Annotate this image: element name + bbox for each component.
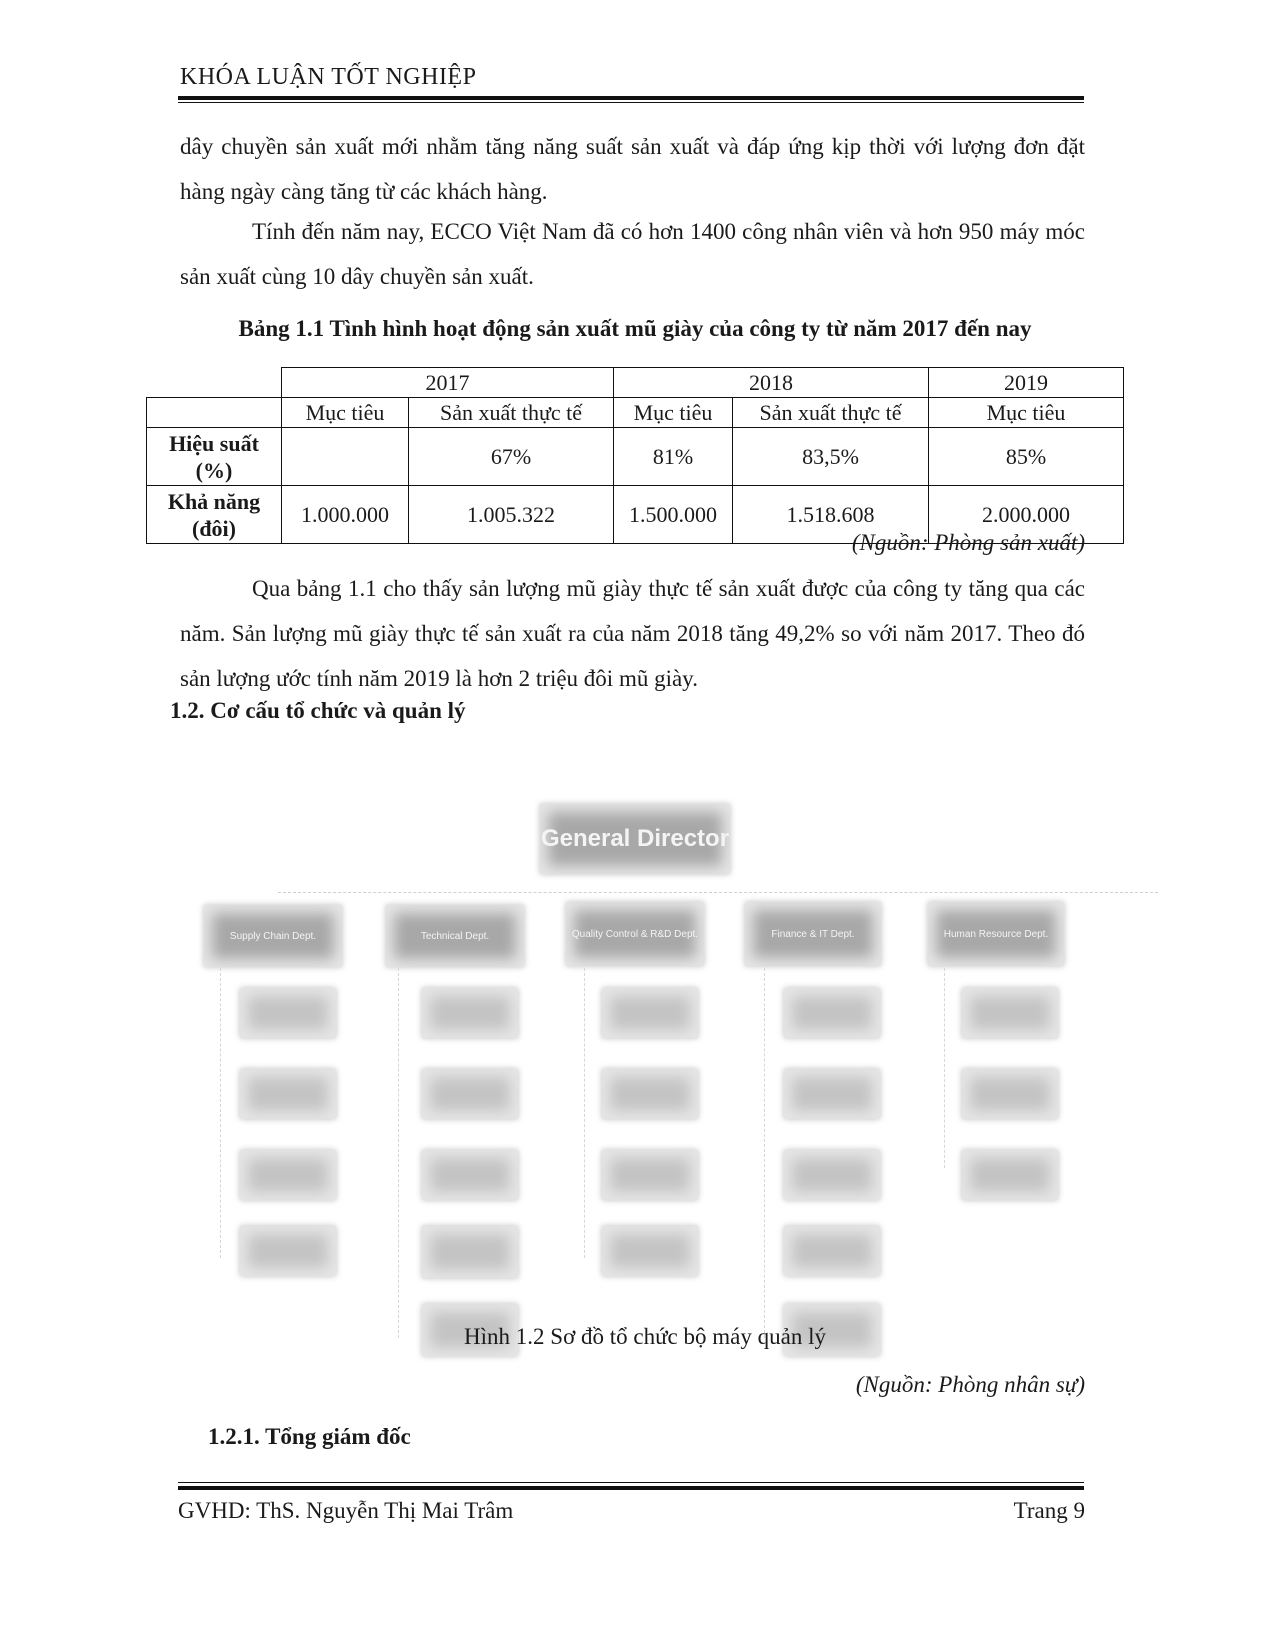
org-sub-box — [962, 1069, 1058, 1119]
year-header-2017: 2017 — [282, 368, 614, 398]
footer-rule-thick — [178, 1486, 1084, 1490]
footer-page-number: Trang 9 — [1013, 1498, 1085, 1523]
connector-line — [764, 968, 765, 1338]
subheader-blank — [147, 398, 282, 428]
org-sub-box — [962, 1150, 1058, 1200]
paragraph-2: Tính đến năm nay, ECCO Việt Nam đã có hơn 1400 công nhân viên và hơn 950 máy móc sản xuất cùng 10 dây chuyền sản xuất. — [180, 219, 1085, 289]
org-sub-box — [240, 1226, 336, 1276]
org-box-general-director: General Director — [540, 804, 730, 874]
subheader-actual-2017: Sản xuất thực tế — [409, 398, 614, 428]
table-caption: Bảng 1.1 Tình hình hoạt động sản xuất mũ giày của công ty từ năm 2017 đến nay — [238, 316, 1032, 341]
table-cell: 1.500.000 — [614, 486, 733, 544]
figure-source: (Nguồn: Phòng nhân sự) — [855, 1372, 1085, 1397]
org-sub-box — [784, 1226, 880, 1276]
table-cell: 67% — [409, 428, 614, 486]
year-header-2018: 2018 — [614, 368, 929, 398]
org-box-dept-5: Human Resource Dept. — [928, 902, 1064, 966]
table-cell: 85% — [929, 428, 1124, 486]
paragraph-1: dây chuyền sản xuất mới nhằm tăng năng suất sản xuất và đáp ứng kịp thời với lượng đơn đặt hàng ngày càng tăng từ các khách hàng. — [180, 134, 1085, 204]
subheader-target-2017: Mục tiêu — [282, 398, 409, 428]
org-sub-box — [784, 1150, 880, 1200]
org-sub-box — [602, 988, 698, 1038]
org-box-dept-1: Supply Chain Dept. — [204, 905, 342, 967]
page-header-title: KHÓA LUẬN TỐT NGHIỆP — [180, 64, 477, 90]
connector-line — [944, 968, 945, 1168]
footer-advisor: GVHD: ThS. Nguyễn Thị Mai Trâm — [178, 1498, 514, 1523]
subheader-target-2019: Mục tiêu — [929, 398, 1124, 428]
connector-line — [398, 968, 399, 1338]
row-label-efficiency: Hiệu suất (%) — [147, 428, 282, 486]
table-cell: 1.005.322 — [409, 486, 614, 544]
org-sub-box — [602, 1226, 698, 1276]
table-cell — [282, 428, 409, 486]
org-sub-box — [240, 1150, 336, 1200]
section-heading-1-2-1: 1.2.1. Tổng giám đốc — [208, 1424, 411, 1449]
subheader-target-2018: Mục tiêu — [614, 398, 733, 428]
org-sub-box — [784, 1069, 880, 1119]
org-sub-box — [422, 1226, 518, 1278]
org-sub-box — [784, 988, 880, 1038]
connector-line — [584, 968, 585, 1258]
org-sub-box — [422, 1069, 518, 1119]
connector-line — [278, 892, 1158, 893]
connector-line — [220, 968, 221, 1258]
table-cell: 1.518.608 — [733, 486, 929, 544]
org-box-dept-3: Quality Control & R&D Dept. — [566, 902, 704, 966]
table-cell: 2.000.000 — [929, 486, 1124, 544]
section-heading-1-2: 1.2. Cơ cấu tổ chức và quản lý — [170, 698, 466, 723]
figure-caption: Hình 1.2 Sơ đồ tổ chức bộ máy quản lý — [464, 1324, 826, 1349]
header-rule-thick — [178, 96, 1084, 100]
table-cell: 81% — [614, 428, 733, 486]
production-table — [146, 367, 1124, 544]
org-sub-box — [602, 1150, 698, 1200]
org-sub-box — [240, 1069, 336, 1119]
table-cell: 83,5% — [733, 428, 929, 486]
footer-rule-thin — [178, 1482, 1084, 1483]
year-header-2019: 2019 — [929, 368, 1124, 398]
subheader-actual-2018: Sản xuất thực tế — [733, 398, 929, 428]
org-sub-box — [240, 988, 336, 1038]
table-row — [147, 428, 1124, 486]
org-sub-box — [422, 1150, 518, 1200]
org-sub-box — [422, 988, 518, 1038]
table-corner — [147, 368, 282, 398]
table-cell: 1.000.000 — [282, 486, 409, 544]
org-sub-box — [962, 988, 1058, 1038]
paragraph-3: Qua bảng 1.1 cho thấy sản lượng mũ giày thực tế sản xuất được của công ty tăng qua các năm. Sản lượng mũ giày thực tế sản xuất ra của năm 2018 tăng 49,2% so với năm 2017. Theo đó sản lượng ước tính năm 2019 là hơn 2 triệu đôi mũ giày. — [180, 576, 1085, 691]
row-label-capacity: Khả năng (đôi) — [147, 486, 282, 544]
org-box-dept-4: Finance & IT Dept. — [745, 902, 881, 966]
org-box-dept-2: Technical Dept. — [386, 905, 524, 967]
org-sub-box — [602, 1069, 698, 1119]
table-source: (Nguồn: Phòng sản xuất) — [851, 530, 1085, 555]
header-rule-thin — [178, 102, 1084, 103]
